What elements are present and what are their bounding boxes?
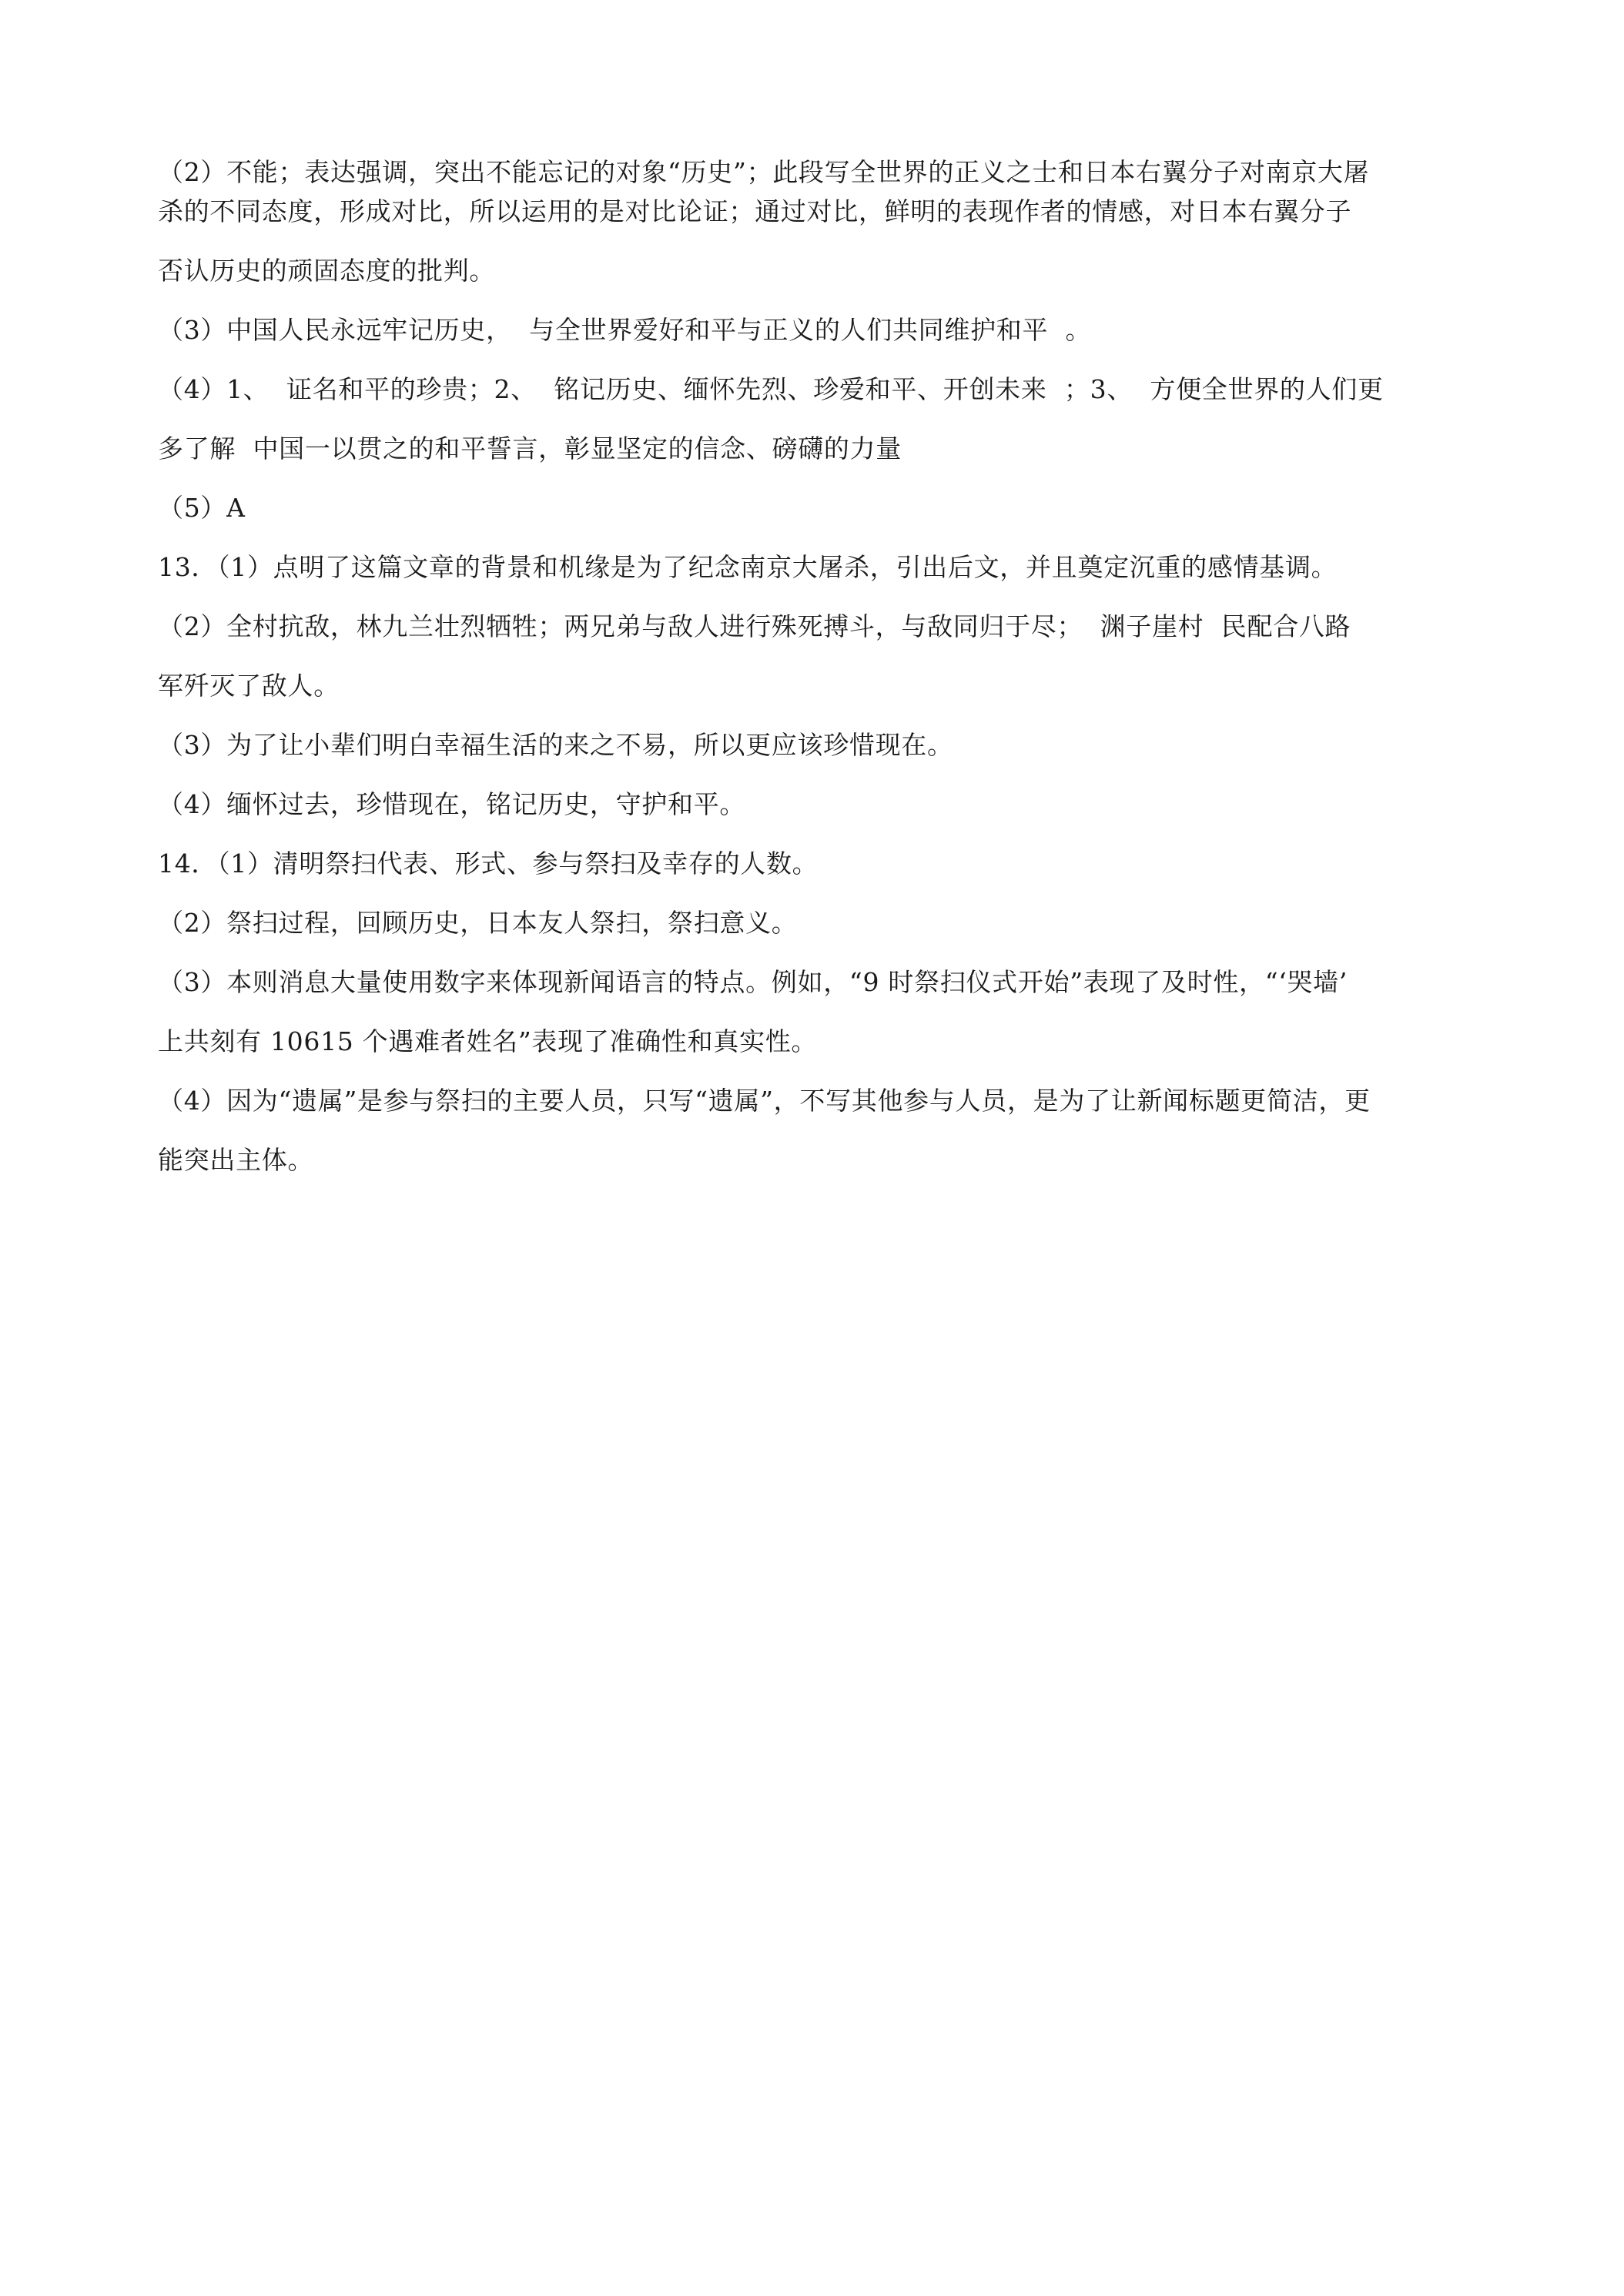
text-line: 杀的不同态度，形成对比，所以运用的是对比论证；通过对比，鲜明的表现作者的情感，对日本右翼分子 [158,196,1352,226]
text-line: 14．（1）清明祭扫代表、形式、参与祭扫及幸存的人数。 [158,848,819,879]
text-line: （5）A [158,493,246,523]
text-line: （4）因为“遗属”是参与祭扫的主要人员，只写“遗属”，不写其他参与人员，是为了让新闻标题更简洁，更 [158,1086,1371,1116]
text-line: （3）本则消息大量使用数字来体现新闻语言的特点。例如，“9 时祭扫仪式开始”表现了及时性，“‘哭墙’ [158,967,1348,997]
text-line: （4）缅怀过去，珍惜现在，铭记历史，守护和平。 [158,789,746,819]
line-spacer [158,231,1475,251]
text-line: 13．（1）点明了这篇文章的背景和机缘是为了纪念南京大屠杀，引出后文，并且奠定沉重的感情基调。 [158,552,1338,582]
line-spacer [158,883,1475,903]
line-spacer [158,350,1475,370]
text-line: 否认历史的顽固态度的批判。 [158,256,496,286]
line-spacer [158,646,1475,666]
line-spacer [158,409,1475,429]
line-spacer [158,824,1475,844]
text-line: （4）1、 证名和平的珍贵；2、 铭记历史、缅怀先烈、珍爱和平、开创未来 ；3、 方便全世界的人们更 [158,374,1384,404]
text-line: （2）祭扫过程，回顾历史，日本友人祭扫，祭扫意义。 [158,908,798,938]
line-spacer [158,468,1475,488]
text-line: 军歼灭了敌人。 [158,671,340,701]
text-line: 上共刻有 10615 个遇难者姓名”表现了准确性和真实性。 [158,1026,818,1056]
line-spacer [158,587,1475,607]
text-line: （3）为了让小辈们明白幸福生活的来之不易，所以更应该珍惜现在。 [158,730,953,760]
line-spacer [158,1002,1475,1022]
answer-text-body [158,152,1475,1180]
line-spacer [158,290,1475,310]
text-line: （2）全村抗敌，林九兰壮烈牺牲；两兄弟与敌人进行殊死搏斗，与敌同归于尽； 渊子崖村 民配合八路 [158,611,1351,641]
text-line: 多了解 中国一以贯之的和平誓言，彰显坚定的信念、磅礴的力量 [158,433,902,464]
line-spacer [158,942,1475,962]
text-line: （2）不能；表达强调，突出不能忘记的对象“历史”；此段写全世界的正义之士和日本右翼分子对南京大屠 [158,157,1370,187]
line-spacer [158,1061,1475,1081]
text-line: 能突出主体。 [158,1145,314,1175]
line-spacer [158,1120,1475,1140]
line-spacer [158,527,1475,547]
line-spacer [158,705,1475,725]
text-line: （3）中国人民永远牢记历史， 与全世界爱好和平与正义的人们共同维护和平 。 [158,315,1092,345]
line-spacer [158,765,1475,785]
